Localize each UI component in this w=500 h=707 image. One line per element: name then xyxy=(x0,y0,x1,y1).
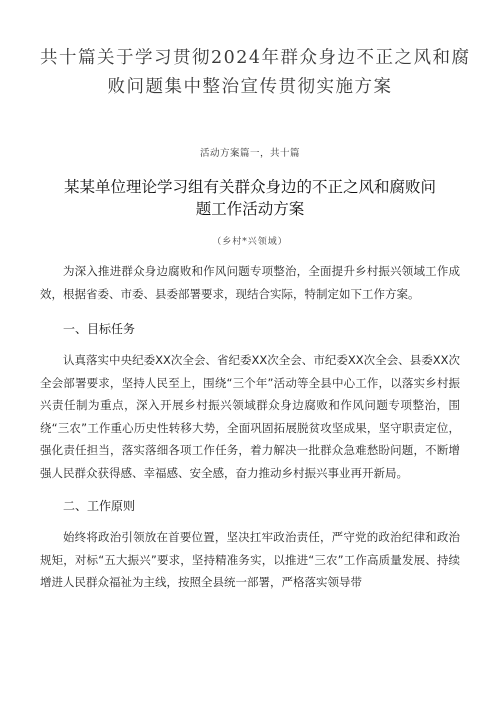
intro-paragraph: 为深入推进群众身边腐败和作风问题专项整治，全面提升乡村振兴领域工作成效，根据省委、市委、县委部署要求，现结合实际，特制定如下工作方案。 xyxy=(40,264,460,301)
section-body-goals: 认真落实中央纪委XX次全会、省纪委XX次全会、市纪委XX次全会、县委XX次全会部署要求，坚持人民至上，围绕“三个年”活动等全县中心工作，以落实乡村振兴责任制为重点，深入开展乡村振兴领域群众身边腐败和作风问题专项整治，围绕“三农”工作重心历史性转移大势，全面巩固拓展脱贫攻坚成果，坚守职责定位，强化责任担当，落实落细各项工作任务，着力解决一批群众急难愁盼问题，不断增强人民群众获得感、幸福感、安全感，奋力推动乡村振兴事业再开新局。 xyxy=(40,353,460,480)
document-title-line-2: 题工作活动方案 xyxy=(195,200,305,218)
document-subtitle: （乡村*兴领域） xyxy=(212,237,288,247)
main-title xyxy=(40,0,471,102)
document-title-line-1: 某某单位理论学习组有关群众身边的不正之风和腐败问 xyxy=(63,178,436,196)
section-label: 活动方案篇一，共十篇 xyxy=(199,148,300,159)
section-heading-goals: 一、目标任务 xyxy=(63,322,136,336)
main-title-line-2: 败问题集中整治宣传贯彻实施方案 xyxy=(107,77,393,97)
section-heading-principles: 二、工作原则 xyxy=(63,499,136,513)
document-title xyxy=(40,176,460,220)
main-title-line-1: 共十篇关于学习贯彻2024年群众身边不正之风和腐 xyxy=(40,48,471,68)
section-body-principles: 始终将政治引领放在首要位置，坚决扛牢政治责任，严守党的政治纪律和政治规矩，对标“五大振兴”要求，坚持精准务实，以推进“三农”工作高质量发展、持续增进人民群众福祉为主线，按照全县统一部署，严格落实领导带 xyxy=(40,530,460,589)
